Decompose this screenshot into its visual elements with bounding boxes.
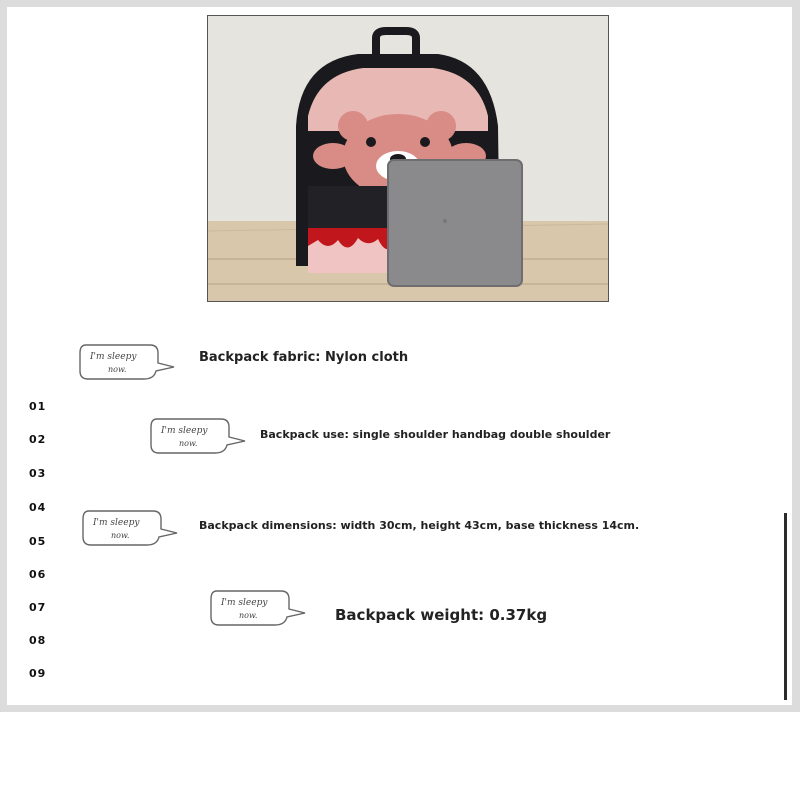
number-04: 04 <box>29 501 47 514</box>
bubble-line-1: I'm sleepy <box>221 598 268 608</box>
number-03: 03 <box>29 467 47 480</box>
product-photo <box>207 15 609 302</box>
bubble-line-1: I'm sleepy <box>161 426 208 436</box>
number-07: 07 <box>29 601 47 614</box>
spec-weight: Backpack weight: 0.37kg <box>335 606 548 624</box>
number-01: 01 <box>29 400 47 413</box>
bubble-line-2: now. <box>111 531 130 540</box>
number-02: 02 <box>29 433 47 446</box>
bubble-line-2: now. <box>239 611 258 620</box>
bubble-line-1: I'm sleepy <box>93 518 140 528</box>
spec-fabric: Backpack fabric: Nylon cloth <box>199 350 409 365</box>
spec-dimensions: Backpack dimensions: width 30cm, height 43cm, base thickness 14cm. <box>199 519 640 532</box>
bubble-line-2: now. <box>108 365 127 374</box>
number-05: 05 <box>29 535 47 548</box>
number-06: 06 <box>29 568 47 581</box>
number-09: 09 <box>29 667 47 680</box>
vertical-scrollbar[interactable] <box>784 513 787 700</box>
sleepy-bubble-2 <box>149 415 249 457</box>
sleepy-bubble-3 <box>81 507 181 549</box>
sleepy-bubble-4 <box>209 587 309 629</box>
bubble-line-1: I'm sleepy <box>90 352 137 362</box>
sleepy-bubble-1 <box>78 341 178 383</box>
bubble-line-2: now. <box>179 439 198 448</box>
number-08: 08 <box>29 634 47 647</box>
spec-use: Backpack use: single shoulder handbag double shoulder <box>260 428 611 441</box>
